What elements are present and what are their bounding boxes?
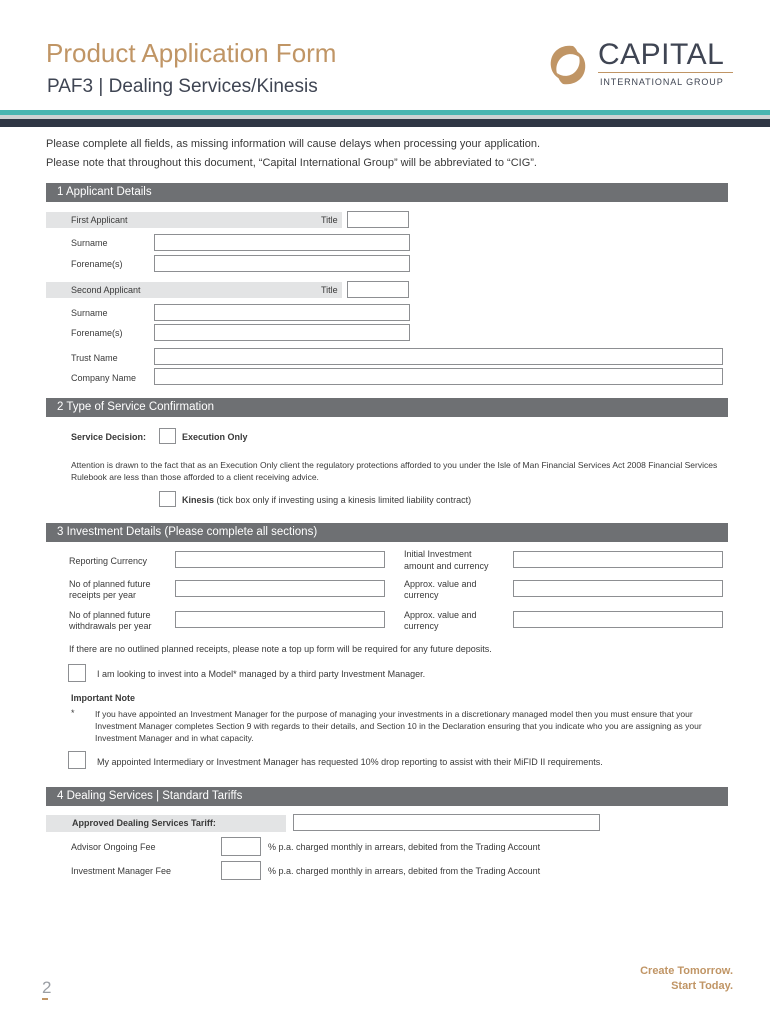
model-checkbox[interactable] xyxy=(68,664,86,682)
important-note-heading: Important Note xyxy=(71,693,135,703)
second-title-input[interactable] xyxy=(347,281,409,298)
reporting-currency-label: Reporting Currency xyxy=(69,556,148,566)
important-note-text: If you have appointed an Investment Manager for the purpose of managing your investments in a discretionary managed model then you must ensure that your Investment Manager completes Section 9 with regards to their details, and Section 10 in the Declaration ensuring that you indicate who you are assigning as your Investment Manager and in what capacity. xyxy=(95,709,702,743)
page-title: Product Application Form xyxy=(46,38,337,68)
logo-divider xyxy=(598,72,733,73)
tagline-line-2: Start Today. xyxy=(671,980,733,992)
section-2-heading: 2 Type of Service Confirmation xyxy=(46,398,728,417)
approved-tariff-input[interactable] xyxy=(293,814,600,831)
reporting-currency-input[interactable] xyxy=(175,551,385,568)
receipts-approx-label: Approx. value and currency xyxy=(404,579,477,600)
kinesis-checkbox[interactable] xyxy=(159,491,176,507)
section-3-heading: 3 Investment Details (Please complete all sections) xyxy=(46,523,728,542)
second-forenames-input[interactable] xyxy=(154,324,410,341)
page-subtitle: PAF3 | Dealing Services/Kinesis xyxy=(47,76,318,97)
logo-name: CAPITAL xyxy=(598,38,725,71)
intro-line-1: Please complete all fields, as missing information will cause delays when processing your application. xyxy=(46,138,541,150)
second-forenames-label: Forename(s) xyxy=(71,328,123,338)
first-title-input[interactable] xyxy=(347,211,409,228)
first-applicant-label: First Applicant xyxy=(71,215,128,225)
first-title-label: Title xyxy=(321,215,338,225)
drop-reporting-checkbox[interactable] xyxy=(68,751,86,769)
approved-tariff-label: Approved Dealing Services Tariff: xyxy=(72,818,216,828)
important-note-star: * xyxy=(71,708,75,718)
header-band-dark xyxy=(0,119,770,127)
initial-investment-label: Initial Investment amount and currency xyxy=(404,549,489,571)
first-forenames-input[interactable] xyxy=(154,255,410,272)
manager-fee-input[interactable] xyxy=(221,861,261,880)
attention-text: Attention is drawn to the fact that as an Execution Only client the regulatory protections afforded to you under the Isle of Man Financial Services Act 2008 Financial Services Rulebook are less than those afforded to a client receiving advice. xyxy=(71,460,718,482)
kinesis-label: Kinesis xyxy=(182,495,215,505)
tagline-line-1: Create Tomorrow. xyxy=(640,965,733,977)
no-receipts-note: If there are no outlined planned receipts, please note a top up form will be required for any future deposits. xyxy=(69,644,492,654)
manager-fee-label: Investment Manager Fee xyxy=(71,866,172,876)
withdrawals-label: No of planned future withdrawals per year xyxy=(69,610,152,631)
withdrawals-approx-input[interactable] xyxy=(513,611,723,628)
initial-investment-input[interactable] xyxy=(513,551,723,568)
advisor-fee-label: Advisor Ongoing Fee xyxy=(71,842,156,852)
page-number: 2 xyxy=(42,978,52,997)
service-decision-label: Service Decision: xyxy=(71,432,147,442)
first-surname-label: Surname xyxy=(71,238,108,248)
logo-subtitle: INTERNATIONAL GROUP xyxy=(600,77,724,87)
execution-only-label: Execution Only xyxy=(182,432,248,442)
drop-reporting-label: My appointed Intermediary or Investment Manager has requested 10% drop reporting to assist with their MiFID II requirements. xyxy=(97,757,603,767)
execution-only-checkbox[interactable] xyxy=(159,428,176,444)
second-applicant-label: Second Applicant xyxy=(71,285,141,295)
first-surname-input[interactable] xyxy=(154,234,410,251)
company-name-input[interactable] xyxy=(154,368,723,385)
manager-fee-note: % p.a. charged monthly in arrears, debited from the Trading Account xyxy=(268,866,541,876)
model-option-label: I am looking to invest into a Model* managed by a third party Investment Manager. xyxy=(97,669,426,679)
advisor-fee-input[interactable] xyxy=(221,837,261,856)
company-name-label: Company Name xyxy=(71,373,137,383)
second-title-label: Title xyxy=(321,285,338,295)
trust-name-input[interactable] xyxy=(154,348,723,365)
intro-line-2: Please note that throughout this document, “Capital International Group” will be abbreviated to “CIG”. xyxy=(46,157,537,169)
receipts-input[interactable] xyxy=(175,580,385,597)
first-forenames-label: Forename(s) xyxy=(71,259,123,269)
receipts-approx-input[interactable] xyxy=(513,580,723,597)
withdrawals-input[interactable] xyxy=(175,611,385,628)
section-1-heading: 1 Applicant Details xyxy=(46,183,728,202)
section-4-heading: 4 Dealing Services | Standard Tariffs xyxy=(46,787,728,806)
withdrawals-approx-label: Approx. value and currency xyxy=(404,610,477,631)
advisor-fee-note: % p.a. charged monthly in arrears, debited from the Trading Account xyxy=(268,842,541,852)
receipts-label: No of planned future receipts per year xyxy=(69,579,151,600)
trust-name-label: Trust Name xyxy=(71,353,118,363)
second-surname-input[interactable] xyxy=(154,304,410,321)
capital-logo-icon xyxy=(543,40,593,90)
kinesis-note: (tick box only if investing using a kinesis limited liability contract) xyxy=(216,495,472,505)
second-surname-label: Surname xyxy=(71,308,108,318)
page-number-underline xyxy=(42,998,48,1000)
